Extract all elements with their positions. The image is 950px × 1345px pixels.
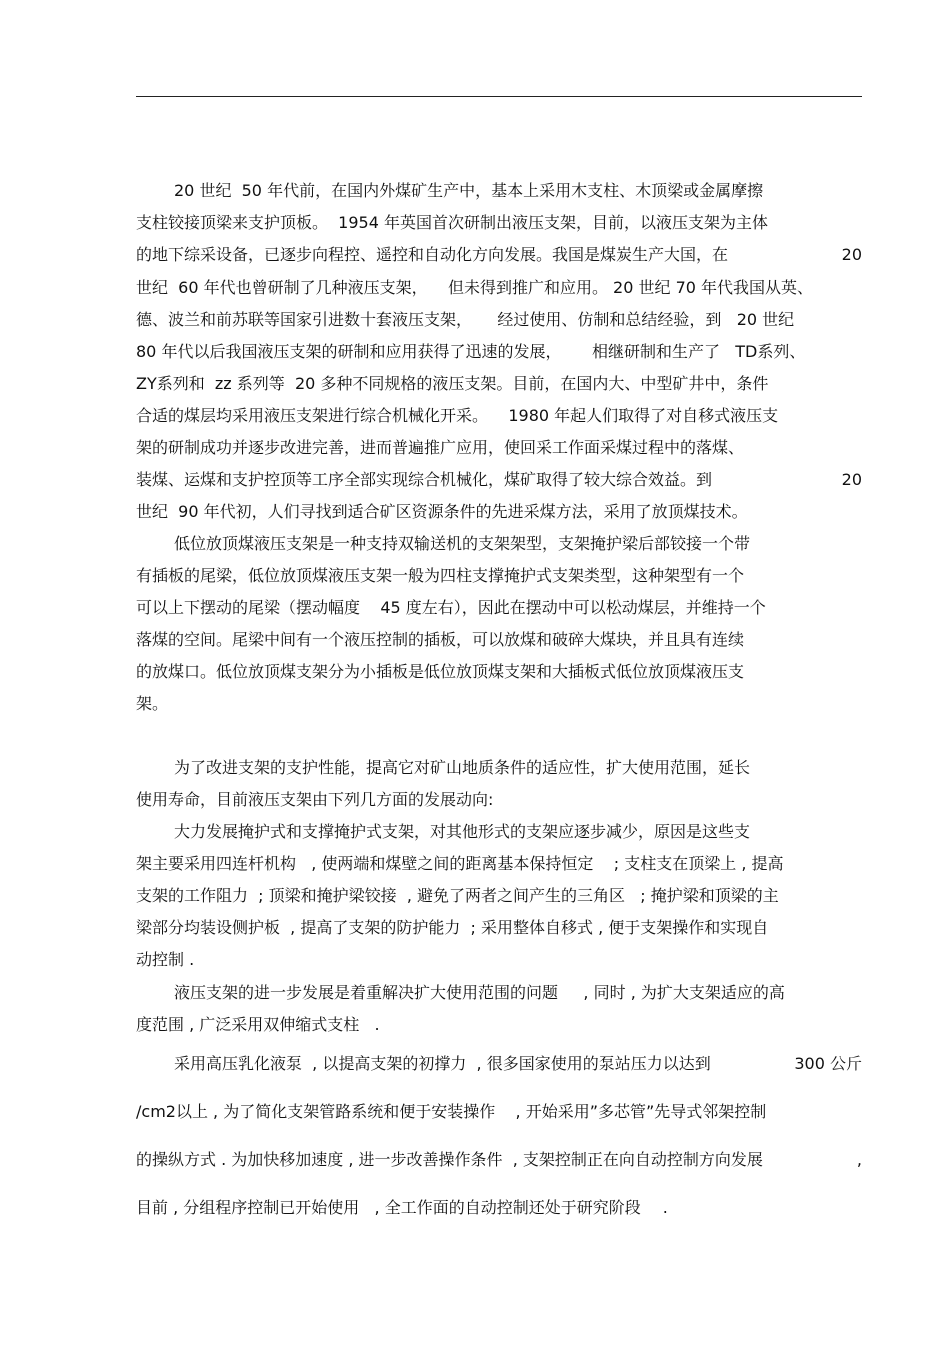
text-line: 可以上下摆动的尾梁（摆动幅度 45 度左右），因此在摆动中可以松动煤层，并维持一个 (136, 598, 766, 617)
text-line: 支架的工作阻力 ; 顶梁和掩护梁铰接 , 避免了两者之间产生的三角区 ; 掩护梁和顶梁的主 (136, 886, 779, 905)
text-line: 装煤、运煤和支护控顶等工序全部实现综合机械化，煤矿取得了较大综合效益。到 20 (136, 470, 862, 489)
text-line: ZY系列和 zz 系列等 20 多种不同规格的液压支架。目前，在国内大、中型矿井中，条件 (136, 374, 769, 393)
text-line: 采用高压乳化液泵 , 以提高支架的初撑力 , 很多国家使用的泵站压力以达到 300 公斤 (174, 1054, 862, 1073)
text-line: 合适的煤层均采用液压支架进行综合机械化开采。 1980 年起人们取得了对自移式液压支 (136, 406, 779, 425)
text-line: 为了改进支架的支护性能，提高它对矿山地质条件的适应性，扩大使用范围，延长 (174, 758, 751, 777)
text-line: 使用寿命，目前液压支架由下列几方面的发展动向: (136, 790, 494, 809)
text-line: 液压支架的进一步发展是着重解决扩大使用范围的问题 , 同时 , 为扩大支架适应的高 (174, 983, 785, 1002)
text-line: 20 世纪 50 年代前，在国内外煤矿生产中，基本上采用木支柱、木顶梁或金属摩擦 (174, 181, 764, 200)
text-line: 世纪 60 年代也曾研制了几种液压支架， 但未得到推广和应用。 20 世纪 70 年代我国从英、 (136, 278, 814, 297)
text-line: 度范围 , 广泛采用双伸缩式支柱 . (136, 1015, 380, 1034)
text-line: 目前 , 分组程序控制已开始使用 , 全工作面的自动控制还处于研究阶段 . (136, 1198, 668, 1217)
text-line: 低位放顶煤液压支架是一种支持双输送机的支架架型，支架掩护梁后部铰接一个带 (174, 534, 751, 553)
text-line: 架主要采用四连杆机构 , 使两端和煤壁之间的距离基本保持恒定 ; 支柱支在顶梁上 , 提高 (136, 854, 784, 873)
text-line: 德、波兰和前苏联等国家引进数十套液压支架， 经过使用、仿制和总结经验，到 20 世纪 (136, 310, 795, 329)
text-line: 架的研制成功并逐步改进完善，进而普遍推广应用，使回采工作面采煤过程中的落煤、 (136, 438, 745, 457)
text-line: 动控制 . (136, 950, 195, 969)
header-rule (136, 96, 862, 97)
text-line: 的放煤口。低位放顶煤支架分为小插板是低位放顶煤支架和大插板式低位放顶煤液压支 (136, 662, 745, 681)
text-line: 有插板的尾梁，低位放顶煤液压支架一般为四柱支撑掩护式支架类型，这种架型有一个 (136, 566, 745, 585)
text-line: 的地下综采设备，已逐步向程控、遥控和自动化方向发展。我国是煤炭生产大国，在 20 (136, 245, 862, 264)
text-line: 80 年代以后我国液压支架的研制和应用获得了迅速的发展， 相继研制和生产了 TD系列、 (136, 342, 806, 361)
text-line: 落煤的空间。尾梁中间有一个液压控制的插板，可以放煤和破碎大煤块，并且具有连续 (136, 630, 745, 649)
text-line: /cm2以上 , 为了简化支架管路系统和便于安装操作 , 开始采用”多芯管”先导式邻架控制 (136, 1102, 767, 1121)
text-line: 架。 (136, 694, 169, 713)
text-line: 支柱铰接顶梁来支护顶板。 1954 年英国首次研制出液压支架，目前，以液压支架为主体 (136, 213, 768, 232)
text-line: 世纪 90 年代初，人们寻找到适合矿区资源条件的先进采煤方法，采用了放顶煤技术。 (136, 502, 748, 521)
text-line: 的操纵方式 . 为加快移加速度 , 进一步改善操作条件 , 支架控制正在向自动控制方向发展 , (136, 1150, 862, 1169)
text-line: 大力发展掩护式和支撑掩护式支架，对其他形式的支架应逐步减少，原因是这些支 (174, 822, 751, 841)
text-line: 梁部分均装设侧护板 , 提高了支架的防护能力 ; 采用整体自移式 , 便于支架操作和实现自 (136, 918, 769, 937)
